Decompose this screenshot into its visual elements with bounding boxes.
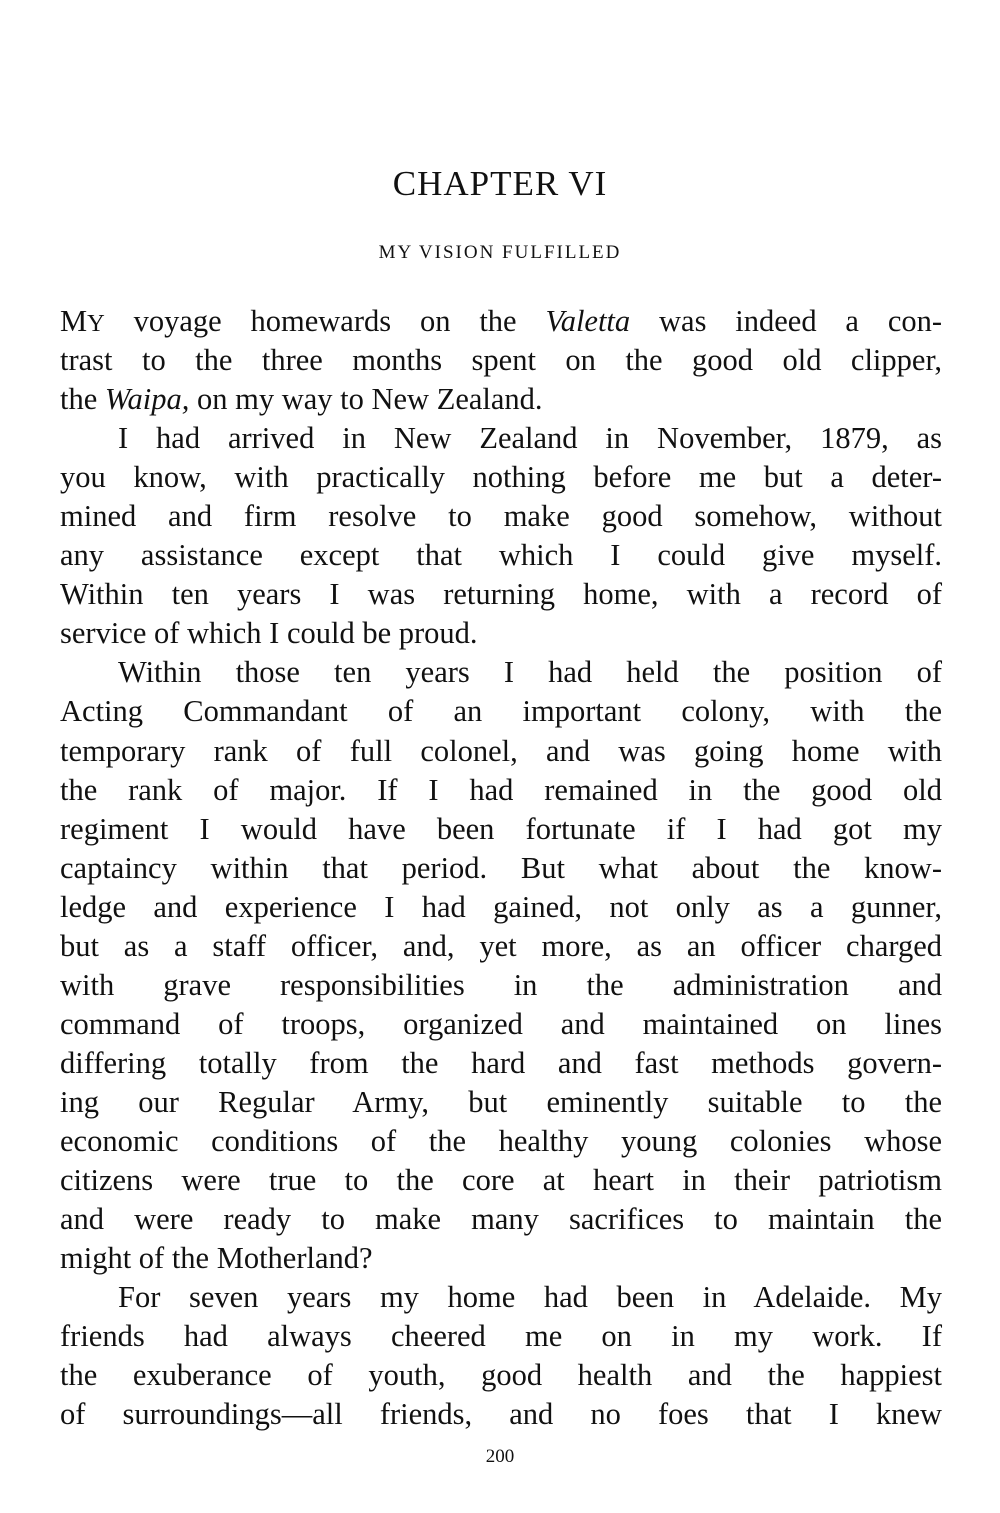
text-run: Acting Commandant of an important colony, with the: [60, 694, 942, 729]
text-run: differing totally from the hard and fast methods govern-: [60, 1045, 942, 1080]
text-run: regiment I would have been fortunate if I had got my: [60, 811, 942, 846]
text-run: of surroundings—all friends, and no foes that I knew: [60, 1397, 942, 1432]
text-line: [60, 536, 942, 575]
text-line: [60, 1044, 942, 1083]
italic-text: Valetta: [545, 304, 631, 338]
text-line: [60, 575, 942, 614]
text-run: any assistance except that which I could give myself.: [60, 538, 942, 573]
text-run: ing our Regular Army, but eminently suitable to the: [60, 1084, 942, 1119]
text-line: [60, 771, 942, 810]
text-line: [60, 1395, 942, 1434]
text-line: [60, 1005, 942, 1044]
text-line: [60, 341, 942, 380]
text-line: [60, 1083, 942, 1122]
text-line: [60, 458, 942, 497]
text-run: mined and firm resolve to make good somehow, without: [60, 499, 942, 534]
text-run: on my way to New Zealand.: [189, 382, 543, 417]
text-line: [60, 419, 942, 458]
text-run: you know, with practically nothing before me but a deter-: [60, 460, 942, 495]
chapter-title: CHAPTER VI: [392, 164, 608, 203]
text-run: friends had always cheered me on in my work. If: [60, 1319, 942, 1354]
text-run: trast to the three months spent on the good old clipper,: [60, 343, 942, 378]
text-run: ledge and experience I had gained, not only as a gunner,: [60, 889, 942, 924]
text-run: For seven years my home had been in Adelaide. My: [118, 1280, 942, 1315]
text-line: [60, 1278, 942, 1317]
text-run: voyage homewards on the: [104, 304, 546, 338]
text-run: Within those ten years I had held the position of: [118, 655, 942, 690]
text-run: the: [60, 382, 105, 417]
text-line: [60, 614, 942, 653]
italic-text: Waipa,: [104, 382, 190, 417]
text-run: temporary rank of full colonel, and was going home with: [60, 733, 942, 768]
text-run: but as a staff officer, and, yet more, as an officer charged: [60, 928, 942, 963]
text-run: and were ready to make many sacrifices to maintain the: [60, 1202, 942, 1237]
text-run: citizens were true to the core at heart in their patriotism: [60, 1163, 942, 1198]
text-line: [60, 302, 942, 341]
text-line: [60, 1356, 942, 1395]
text-line: [60, 497, 942, 536]
text-line: [60, 1161, 942, 1200]
text-line: [60, 888, 942, 927]
page-number: 200: [485, 1446, 515, 1467]
text-run: the exuberance of youth, good health and the happiest: [60, 1358, 942, 1393]
text-run: command of troops, organized and maintained on lines: [60, 1006, 942, 1041]
text-line: [60, 810, 942, 849]
text-run: M: [60, 304, 88, 338]
text-line: [60, 1200, 942, 1239]
text-run: the rank of major. If I had remained in the good old: [60, 772, 942, 807]
text-line: [60, 1239, 942, 1278]
text-line: [60, 927, 942, 966]
text-line: [60, 1317, 942, 1356]
text-run: Within ten years I was returning home, with a record of: [60, 577, 942, 612]
body-text: [60, 302, 942, 1434]
chapter-subtitle: MY VISION FULFILLED: [378, 242, 622, 263]
text-run: Y: [87, 310, 105, 337]
text-run: with grave responsibilities in the administration and: [60, 967, 942, 1002]
text-line: [60, 692, 942, 731]
text-run: captaincy within that period. But what about the know-: [60, 850, 942, 885]
text-run: economic conditions of the healthy young colonies whose: [60, 1123, 942, 1158]
text-line: [60, 732, 942, 771]
text-run: might of the Motherland?: [60, 1241, 373, 1276]
text-line: [60, 966, 942, 1005]
text-run: I had arrived in New Zealand in November, 1879, as: [118, 421, 942, 456]
text-line: [60, 653, 942, 692]
text-run: service of which I could be proud.: [60, 616, 478, 651]
text-line: [60, 380, 942, 419]
text-run: was indeed a con-: [630, 304, 943, 338]
text-line: [60, 849, 942, 888]
text-line: [60, 1122, 942, 1161]
